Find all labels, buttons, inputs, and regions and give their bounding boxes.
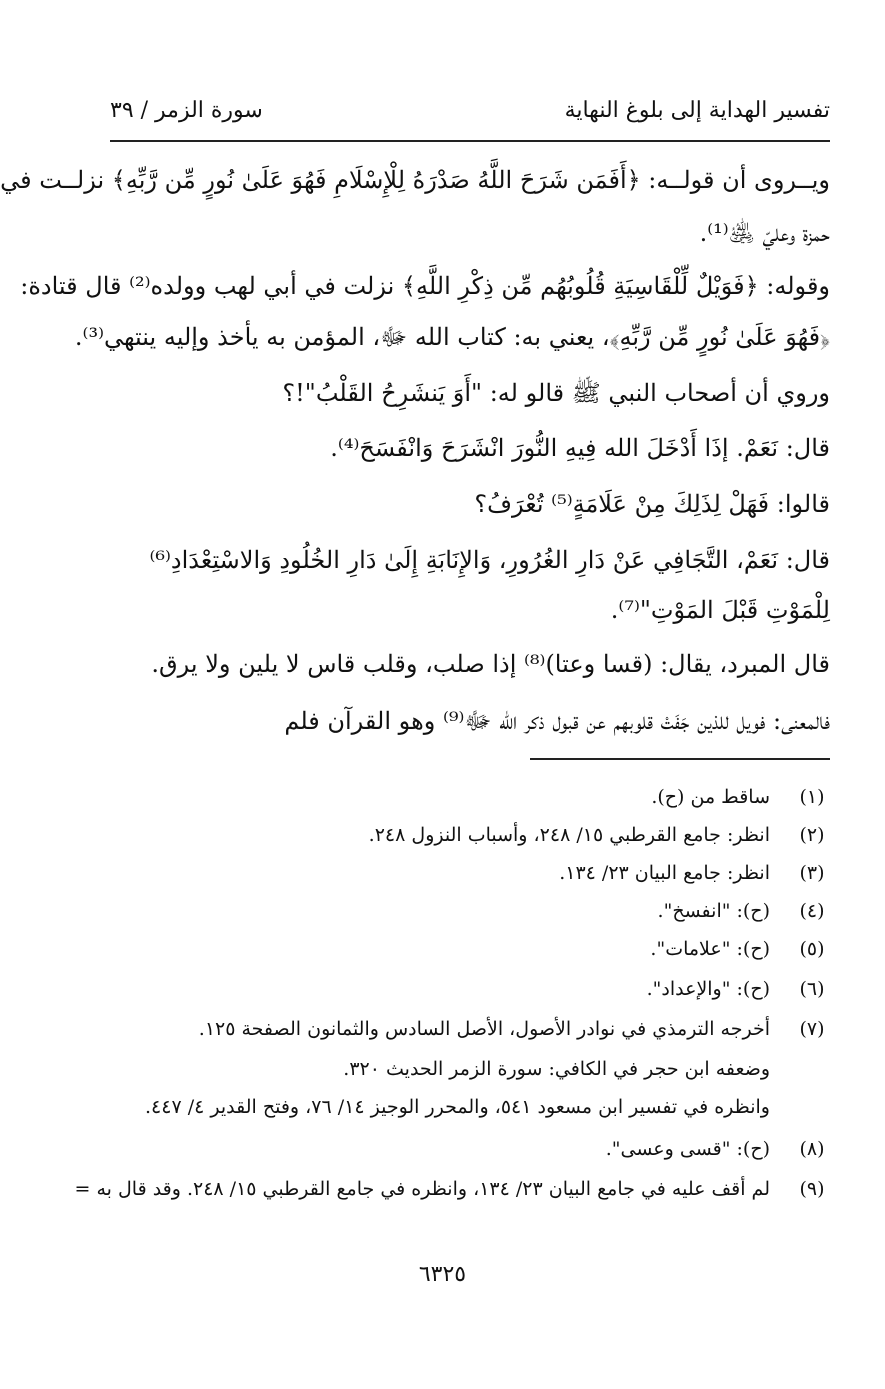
footnote-number: (٢) (799, 824, 825, 846)
body-line: قالوا: فَهَلْ لِذَلِكَ مِنْ عَلَامَةٍ⁽⁵⁾ تُعْرَفُ؟ (474, 490, 830, 518)
footnote-number: (١) (799, 786, 825, 808)
footnote-text: (ح): "والإعداد". (646, 978, 770, 1000)
footnote-text: انظر: جامع القرطبي ١٥/ ٢٤٨، وأسباب النزول ٢٤٨. (368, 824, 770, 846)
body-line: وروي أن أصحاب النبي ﷺ قالو له: "أَوَ يَنشَرِحُ القَلْبُ"!؟ (282, 379, 830, 407)
body-line: قال المبرد، يقال: (قسا وعتا)⁽⁸⁾ إذا صلب، وقلب قاس لا يلين ولا يرق. (151, 650, 830, 678)
body-line: قال: نَعَمْ، التَّجَافِي عَنْ دَارِ الغُرُورِ، وَالإِنَابَةِ إِلَىٰ دَارِ الخُلُودِ وَالاسْتِعْدَادِ⁽⁶⁾ (149, 546, 830, 574)
footnote-number: (٩) (799, 1178, 825, 1200)
header-divider (110, 140, 830, 142)
surah-label: سورة الزمر / ٣٩ (110, 98, 263, 123)
footnote-text: (ح): "قسى وعسى". (605, 1138, 770, 1160)
body-line: قال: نَعَمْ. إذَا أَدْخَلَ الله فِيهِ النُّورَ انْشَرَحَ وَانْفَسَحَ⁽⁴⁾. (330, 434, 830, 462)
page-number: ٦٣٢٥ (418, 1262, 467, 1287)
footnote-text: (ح): "انفسخ". (657, 900, 770, 922)
footnote-number: (٣) (799, 862, 825, 884)
body-line: ﴿فَهُوَ عَلَىٰ نُورٍ مِّن رَّبِّهِ﴾، يعني به: كتاب الله ﷻ، المؤمن به يأخذ وإليه ينتهي⁽³⁾. (74, 323, 830, 351)
running-header (110, 98, 830, 138)
footnote-number: (٤) (799, 900, 825, 922)
book-title: تفسير الهداية إلى بلوغ النهاية (564, 98, 830, 123)
body-line: ويــروى أن قولــه: ﴿أَفَمَن شَرَحَ اللَّهُ صَدْرَهُ لِلْإِسْلَامِ فَهُوَ عَلَىٰ نُورٍ مِّن رَّبِّهِ﴾ نزلــت في (0, 166, 830, 194)
body-line: وقوله: ﴿فَوَيْلٌ لِّلْقَاسِيَةِ قُلُوبُهُم مِّن ذِكْرِ اللَّهِ﴾ نزلت في أبي لهب وولده⁽²⁾ قال قتادة: (20, 272, 830, 300)
footnote-text: ساقط من (ح). (651, 786, 770, 808)
body-line: لِلْمَوْتِ قَبْلَ المَوْتِ"⁽⁷⁾. (610, 596, 830, 624)
footnote-text: انظر: جامع البيان ٢٣/ ١٣٤. (559, 862, 770, 884)
footnote-number: (٨) (799, 1138, 825, 1160)
body-line: فالمعنى: فويل للذين جَفَتْ قلوبهم عن قبول ذكر الله ﷻ⁽⁹⁾ وهو القرآن فلم (284, 707, 830, 735)
footnote-divider (530, 758, 830, 760)
footnote-number: (٥) (799, 938, 825, 960)
footnote-continuation: وانظره في تفسير ابن مسعود ٥٤١، والمحرر الوجيز ١٤/ ٧٦، وفتح القدير ٤/ ٤٤٧. (144, 1096, 770, 1118)
footnote-number: (٦) (799, 978, 825, 1000)
body-line: حمزة وعليّ ﵁⁽¹⁾. (699, 219, 830, 247)
footnote-text: لم أقف عليه في جامع البيان ٢٣/ ١٣٤، وانظره في جامع القرطبي ١٥/ ٢٤٨. وقد قال به = (74, 1178, 770, 1200)
footnote-continuation: وضعفه ابن حجر في الكافي: سورة الزمر الحديث ٣٢٠. (343, 1058, 770, 1080)
footnote-number: (٧) (799, 1018, 825, 1040)
footnote-text: أخرجه الترمذي في نوادر الأصول، الأصل السادس والثمانون الصفحة ١٢٥. (198, 1018, 770, 1040)
footnote-text: (ح): "علامات". (650, 938, 770, 960)
